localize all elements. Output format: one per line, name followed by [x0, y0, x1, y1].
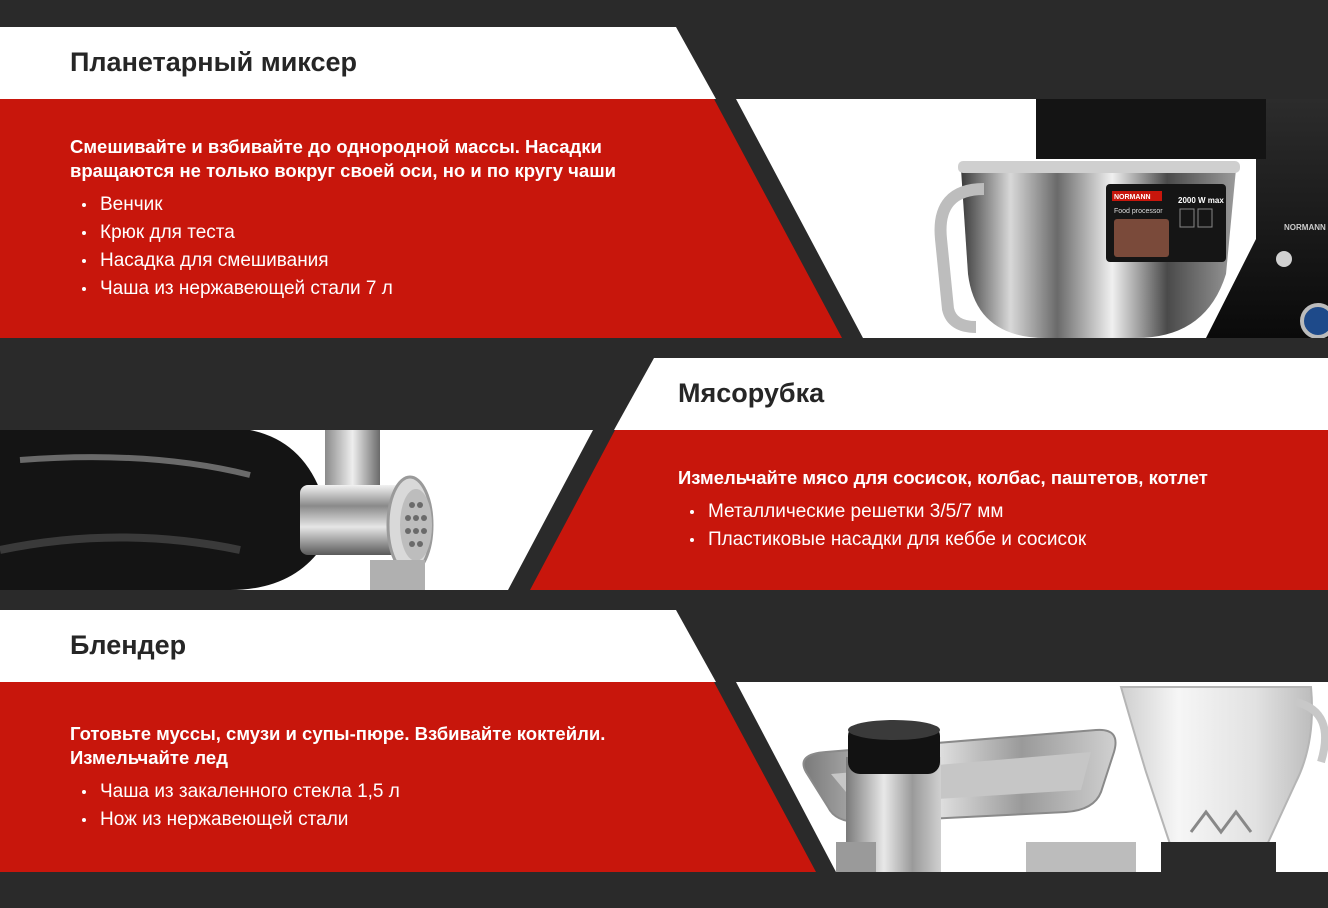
list-item — [678, 498, 1086, 526]
blender-title: Блендер — [70, 630, 187, 660]
bullet-icon — [82, 231, 86, 235]
bullet-icon — [82, 818, 86, 822]
side-brand: NORMANN — [1284, 223, 1326, 232]
feature-label: Пластиковые насадки для кеббе и сосисок — [708, 529, 1087, 550]
label-model: Food processor — [1114, 208, 1163, 215]
list-item — [70, 191, 393, 219]
feature-label: Чаша из нержавеющей стали 7 л — [100, 278, 393, 299]
blender-feature-list — [70, 778, 400, 834]
feature-label: Насадка для смешивания — [100, 250, 329, 271]
product-label — [1106, 184, 1226, 262]
feature-label: Нож из нержавеющей стали — [100, 809, 349, 830]
bullet-icon — [82, 790, 86, 794]
mixer-photo — [736, 99, 1328, 338]
label-power: 2000 W max — [1178, 196, 1224, 205]
grinder-description: Измельчайте мясо для сосисок, колбас, паштетов, котлет — [678, 467, 1208, 488]
bullet-icon — [690, 510, 694, 514]
blender-description: Готовьте муссы, смузи и супы-пюре. Взбивайте коктейли. Измельчайте лед — [70, 723, 606, 768]
bullet-icon — [690, 538, 694, 542]
mixer-title: Планетарный миксер — [70, 47, 357, 77]
mixer-feature-list — [70, 191, 393, 303]
feature-label: Венчик — [100, 194, 163, 215]
bullet-icon — [82, 287, 86, 291]
feature-label: Металлические решетки 3/5/7 мм — [708, 501, 1004, 522]
bullet-icon — [82, 203, 86, 207]
list-item — [70, 247, 393, 275]
bullet-icon — [82, 259, 86, 263]
feature-label: Чаша из закаленного стекла 1,5 л — [100, 781, 400, 802]
blender-photo — [736, 682, 1328, 872]
list-item — [678, 526, 1086, 554]
list-item — [70, 219, 393, 247]
label-brand: NORMANN — [1114, 194, 1151, 201]
list-item — [70, 778, 400, 806]
list-item — [70, 275, 393, 303]
grinder-feature-list — [678, 498, 1086, 554]
grinder-title: Мясорубка — [678, 378, 825, 408]
feature-label: Крюк для теста — [100, 222, 235, 243]
grinder-photo — [0, 430, 593, 590]
mixer-description: Смешивайте и взбивайте до однородной массы. Насадки вращаются не только вокруг своей оси, но и по кругу чаши — [70, 136, 617, 181]
blender-description-panel — [0, 682, 816, 872]
list-item — [70, 806, 400, 834]
